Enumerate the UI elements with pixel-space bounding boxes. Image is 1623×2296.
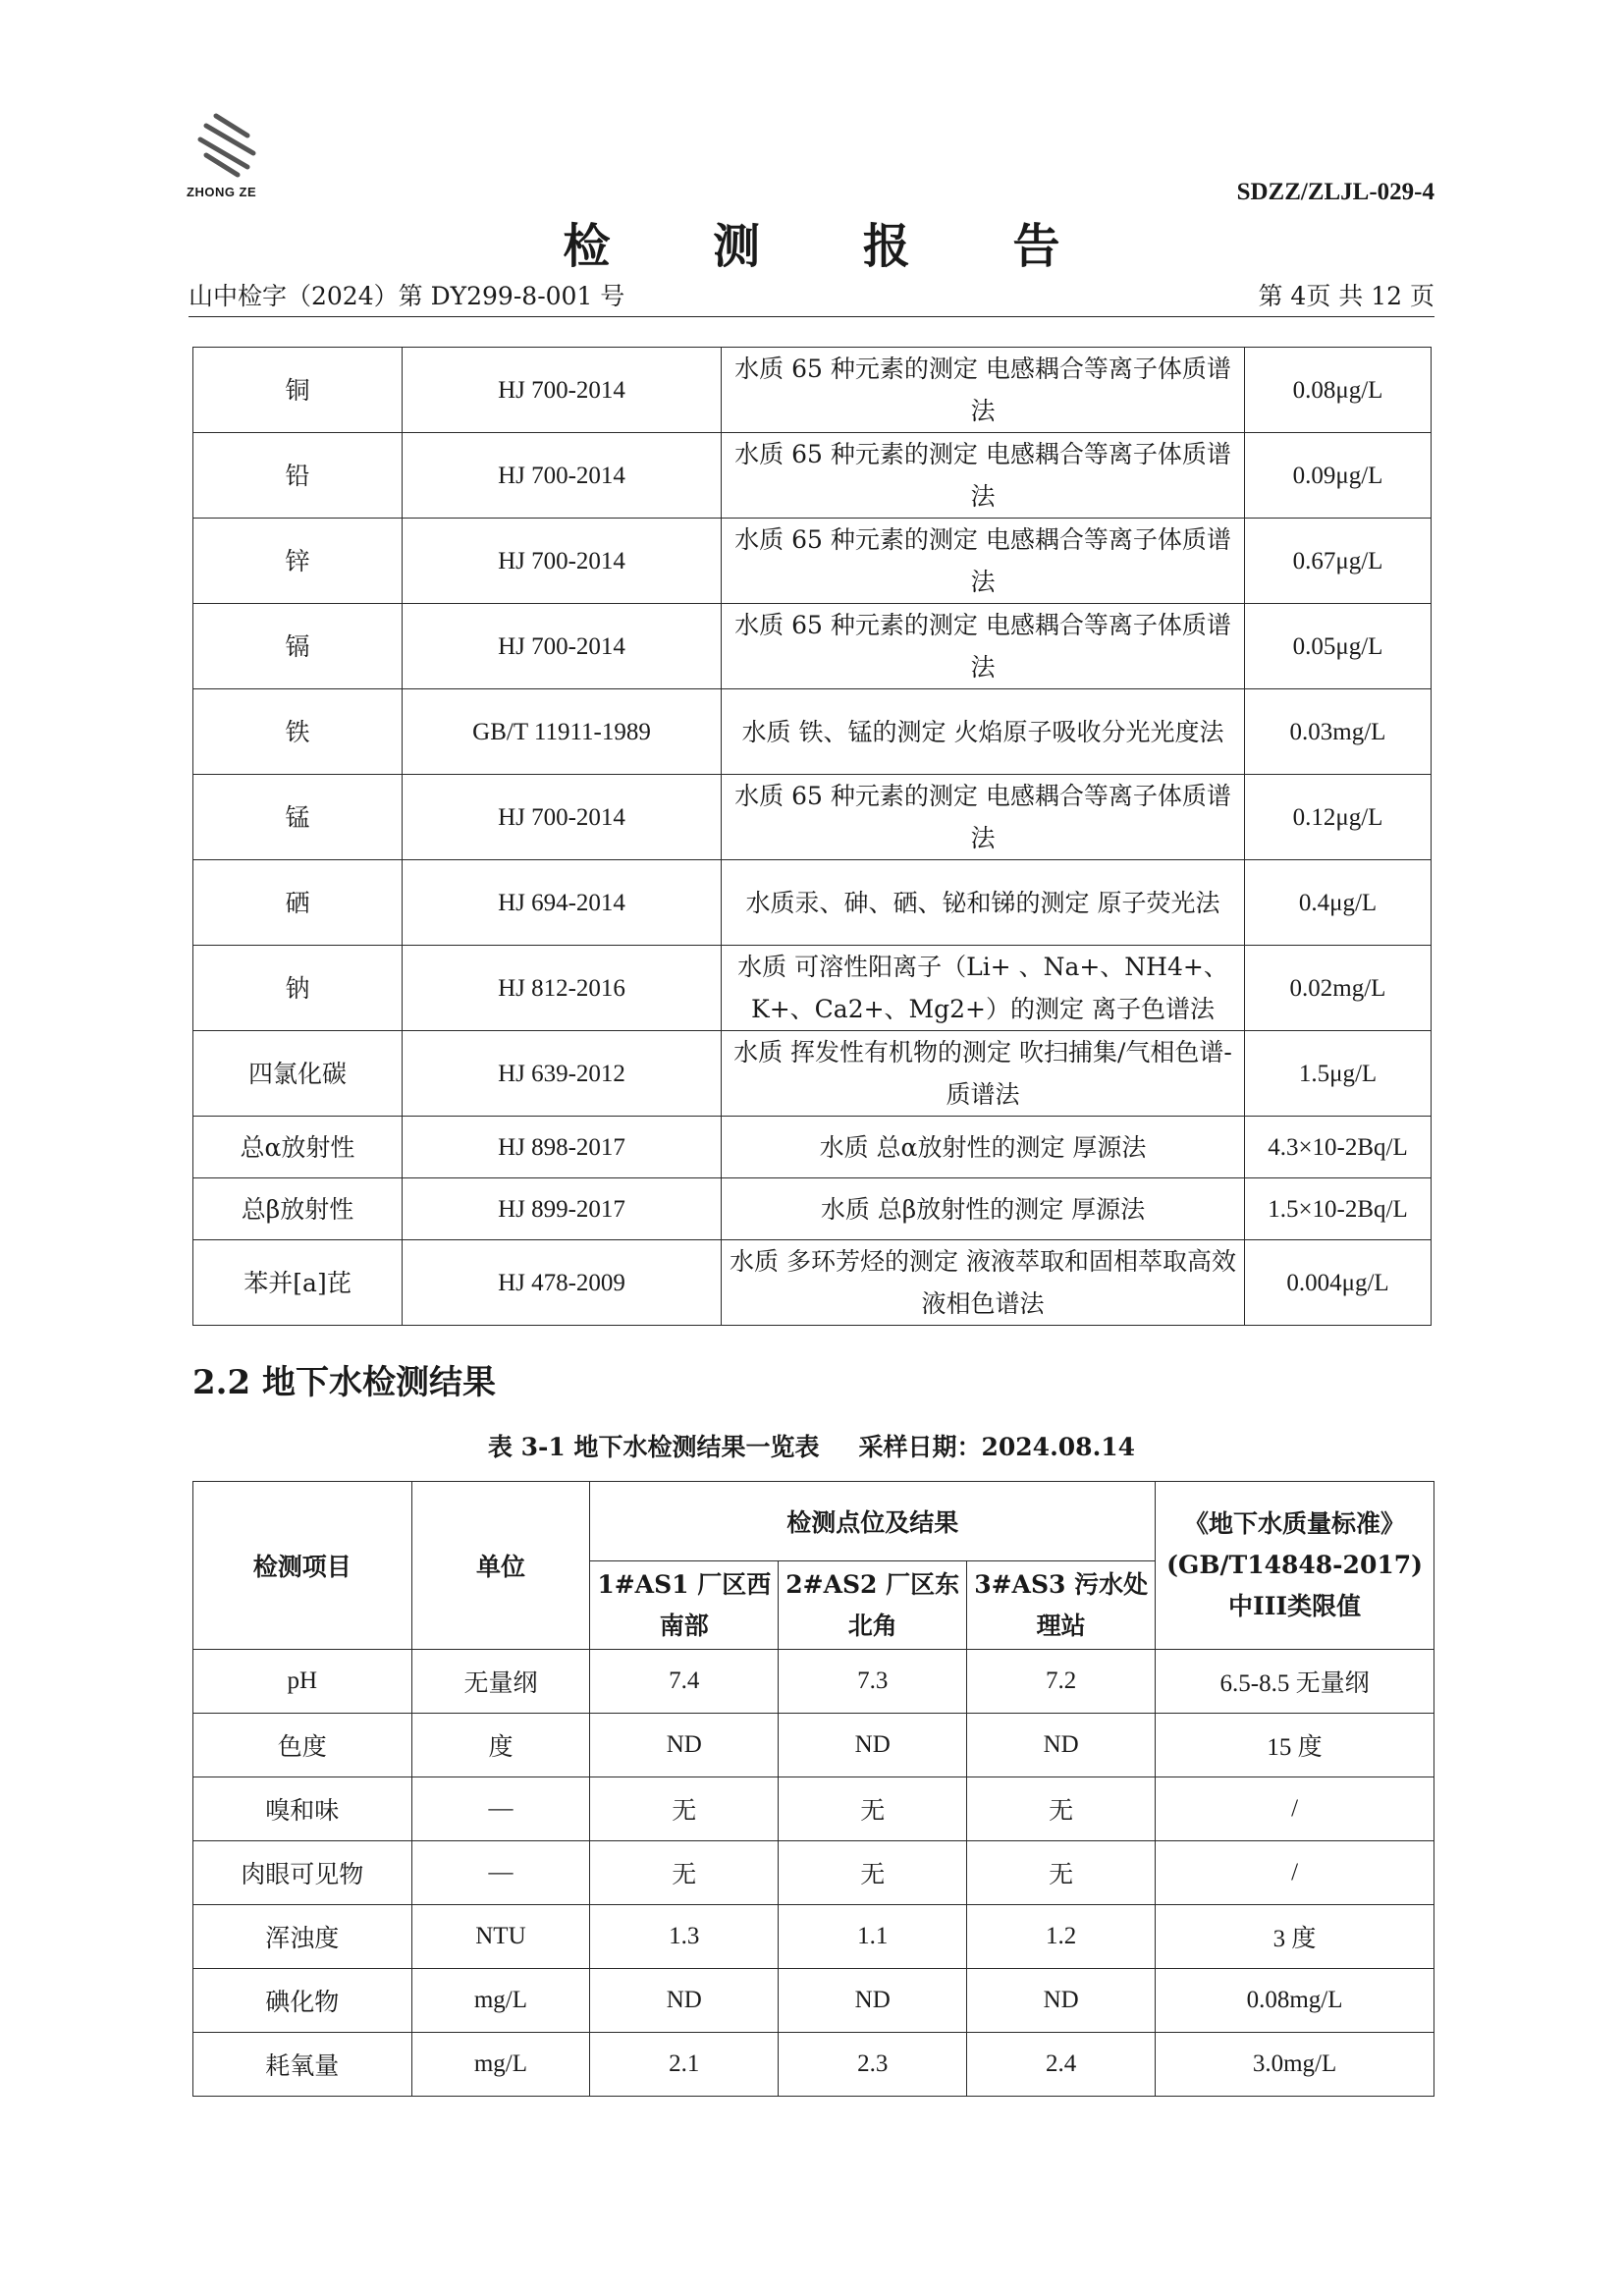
item-cell: 嗅和味: [193, 1777, 412, 1841]
value-cell: 1.2: [967, 1905, 1156, 1969]
value-cell: 无: [967, 1777, 1156, 1841]
page-info: 第 4页 共 12 页: [1258, 282, 1434, 310]
table-row: [193, 689, 1432, 775]
table-header-row: [193, 1482, 1434, 1561]
item-cell: 钠: [193, 946, 403, 1031]
table-row: [193, 1240, 1432, 1326]
method-cell: 水质 65 种元素的测定 电感耦合等离子体质谱法: [722, 775, 1245, 860]
value-cell: 无: [590, 1777, 779, 1841]
report-number: 山中检字（2024）第 DY299-8-001 号: [189, 282, 625, 310]
limit-cell: 1.5μg/L: [1245, 1031, 1432, 1117]
method-cell: 水质 铁、锰的测定 火焰原子吸收分光光度法: [722, 689, 1245, 775]
value-cell: ND: [967, 1969, 1156, 2033]
value-cell: 1.3: [590, 1905, 779, 1969]
method-cell: 水质 可溶性阳离子（Li+ 、Na+、NH4+、K+、Ca2+、Mg2+）的测定 离子色谱法: [722, 946, 1245, 1031]
standard-cell: HJ 700-2014: [403, 775, 722, 860]
limit-cell: /: [1156, 1841, 1434, 1905]
unit-cell: 度: [411, 1714, 590, 1777]
table-row: [193, 1178, 1432, 1240]
value-cell: 无: [967, 1841, 1156, 1905]
table-row: [193, 860, 1432, 946]
standard-cell: GB/T 11911-1989: [403, 689, 722, 775]
header-item: 检测项目: [193, 1482, 412, 1650]
table-row: [193, 519, 1432, 604]
table-row: [193, 1031, 1432, 1117]
value-cell: 7.3: [779, 1650, 967, 1714]
item-cell: 浑浊度: [193, 1905, 412, 1969]
item-cell: 苯并[a]芘: [193, 1240, 403, 1326]
method-cell: 水质 多环芳烃的测定 液液萃取和固相萃取高效液相色谱法: [722, 1240, 1245, 1326]
company-logo: [187, 110, 295, 208]
method-cell: 水质 总α放射性的测定 厚源法: [722, 1117, 1245, 1178]
item-cell: 铅: [193, 433, 403, 519]
item-cell: pH: [193, 1650, 412, 1714]
table-row: [193, 604, 1432, 689]
standard-cell: HJ 812-2016: [403, 946, 722, 1031]
value-cell: 2.1: [590, 2033, 779, 2097]
table-caption-text: 表 3-1 地下水检测结果一览表: [487, 1433, 820, 1461]
standard-cell: HJ 700-2014: [403, 348, 722, 433]
method-cell: 水质汞、砷、硒、铋和锑的测定 原子荧光法: [722, 860, 1245, 946]
logo-text: ZHONG ZE: [187, 185, 257, 199]
table-row: [193, 946, 1432, 1031]
document-code: SDZZ/ZLJL-029-4: [1236, 179, 1434, 205]
header-point-1: 1#AS1 厂区西南部: [590, 1561, 779, 1650]
item-cell: 硒: [193, 860, 403, 946]
value-cell: ND: [590, 1969, 779, 2033]
results-table: [192, 1481, 1434, 2097]
limit-cell: 0.67μg/L: [1245, 519, 1432, 604]
item-cell: 总α放射性: [193, 1117, 403, 1178]
item-cell: 总β放射性: [193, 1178, 403, 1240]
item-cell: 镉: [193, 604, 403, 689]
method-cell: 水质 挥发性有机物的测定 吹扫捕集/气相色谱-质谱法: [722, 1031, 1245, 1117]
limit-cell: 0.08μg/L: [1245, 348, 1432, 433]
sampling-date: 采样日期：2024.08.14: [858, 1433, 1136, 1461]
header-standard: 《地下水质量标准》(GB/T14848-2017)中III类限值: [1156, 1482, 1434, 1650]
limit-cell: 4.3×10-2Bq/L: [1245, 1117, 1432, 1178]
value-cell: 7.2: [967, 1650, 1156, 1714]
limit-cell: 6.5-8.5 无量纲: [1156, 1650, 1434, 1714]
value-cell: ND: [590, 1714, 779, 1777]
method-cell: 水质 65 种元素的测定 电感耦合等离子体质谱法: [722, 604, 1245, 689]
table-row: [193, 1905, 1434, 1969]
report-header-line: [189, 271, 1434, 317]
item-cell: 耗氧量: [193, 2033, 412, 2097]
section-title: 2.2 地下水检测结果: [192, 1363, 496, 1402]
table-row: [193, 775, 1432, 860]
unit-cell: mg/L: [411, 2033, 590, 2097]
limit-cell: 0.05μg/L: [1245, 604, 1432, 689]
item-cell: 锰: [193, 775, 403, 860]
table-row: [193, 2033, 1434, 2097]
value-cell: ND: [779, 1714, 967, 1777]
limit-cell: /: [1156, 1777, 1434, 1841]
value-cell: 1.1: [779, 1905, 967, 1969]
value-cell: 无: [779, 1841, 967, 1905]
standard-cell: HJ 700-2014: [403, 519, 722, 604]
limit-cell: 0.12μg/L: [1245, 775, 1432, 860]
item-cell: 碘化物: [193, 1969, 412, 2033]
value-cell: 7.4: [590, 1650, 779, 1714]
page-title: 检 测 报 告: [563, 219, 1104, 274]
method-cell: 水质 65 种元素的测定 电感耦合等离子体质谱法: [722, 519, 1245, 604]
table-row: [193, 433, 1432, 519]
value-cell: 2.4: [967, 2033, 1156, 2097]
item-cell: 铜: [193, 348, 403, 433]
table-row: [193, 348, 1432, 433]
table-row: [193, 1714, 1434, 1777]
limit-cell: 1.5×10-2Bq/L: [1245, 1178, 1432, 1240]
method-cell: 水质 总β放射性的测定 厚源法: [722, 1178, 1245, 1240]
unit-cell: —: [411, 1777, 590, 1841]
value-cell: 2.3: [779, 2033, 967, 2097]
standard-cell: HJ 478-2009: [403, 1240, 722, 1326]
limit-cell: 0.03mg/L: [1245, 689, 1432, 775]
limit-cell: 15 度: [1156, 1714, 1434, 1777]
limit-cell: 3.0mg/L: [1156, 2033, 1434, 2097]
header-unit: 单位: [411, 1482, 590, 1650]
header-point-3: 3#AS3 污水处理站: [967, 1561, 1156, 1650]
table-row: [193, 1969, 1434, 2033]
unit-cell: mg/L: [411, 1969, 590, 2033]
limit-cell: 3 度: [1156, 1905, 1434, 1969]
unit-cell: 无量纲: [411, 1650, 590, 1714]
standard-cell: HJ 639-2012: [403, 1031, 722, 1117]
limit-cell: 0.09μg/L: [1245, 433, 1432, 519]
limit-cell: 0.08mg/L: [1156, 1969, 1434, 2033]
table-row: [193, 1841, 1434, 1905]
item-cell: 锌: [193, 519, 403, 604]
limit-cell: 0.004μg/L: [1245, 1240, 1432, 1326]
method-cell: 水质 65 种元素的测定 电感耦合等离子体质谱法: [722, 348, 1245, 433]
table-row: [193, 1650, 1434, 1714]
item-cell: 色度: [193, 1714, 412, 1777]
value-cell: 无: [590, 1841, 779, 1905]
limit-cell: 0.02mg/L: [1245, 946, 1432, 1031]
limit-cell: 0.4μg/L: [1245, 860, 1432, 946]
header-point-2: 2#AS2 厂区东北角: [779, 1561, 967, 1650]
unit-cell: NTU: [411, 1905, 590, 1969]
method-table: [192, 347, 1432, 1326]
header-points-group: 检测点位及结果: [590, 1482, 1156, 1561]
standard-cell: HJ 899-2017: [403, 1178, 722, 1240]
standard-cell: HJ 694-2014: [403, 860, 722, 946]
item-cell: 铁: [193, 689, 403, 775]
table-row: [193, 1117, 1432, 1178]
item-cell: 肉眼可见物: [193, 1841, 412, 1905]
unit-cell: —: [411, 1841, 590, 1905]
method-cell: 水质 65 种元素的测定 电感耦合等离子体质谱法: [722, 433, 1245, 519]
item-cell: 四氯化碳: [193, 1031, 403, 1117]
table-caption: [0, 1428, 1623, 1463]
value-cell: 无: [779, 1777, 967, 1841]
table-row: [193, 1777, 1434, 1841]
value-cell: ND: [967, 1714, 1156, 1777]
standard-cell: HJ 700-2014: [403, 433, 722, 519]
standard-cell: HJ 898-2017: [403, 1117, 722, 1178]
standard-cell: HJ 700-2014: [403, 604, 722, 689]
value-cell: ND: [779, 1969, 967, 2033]
zhongze-logo-icon: [187, 110, 275, 181]
